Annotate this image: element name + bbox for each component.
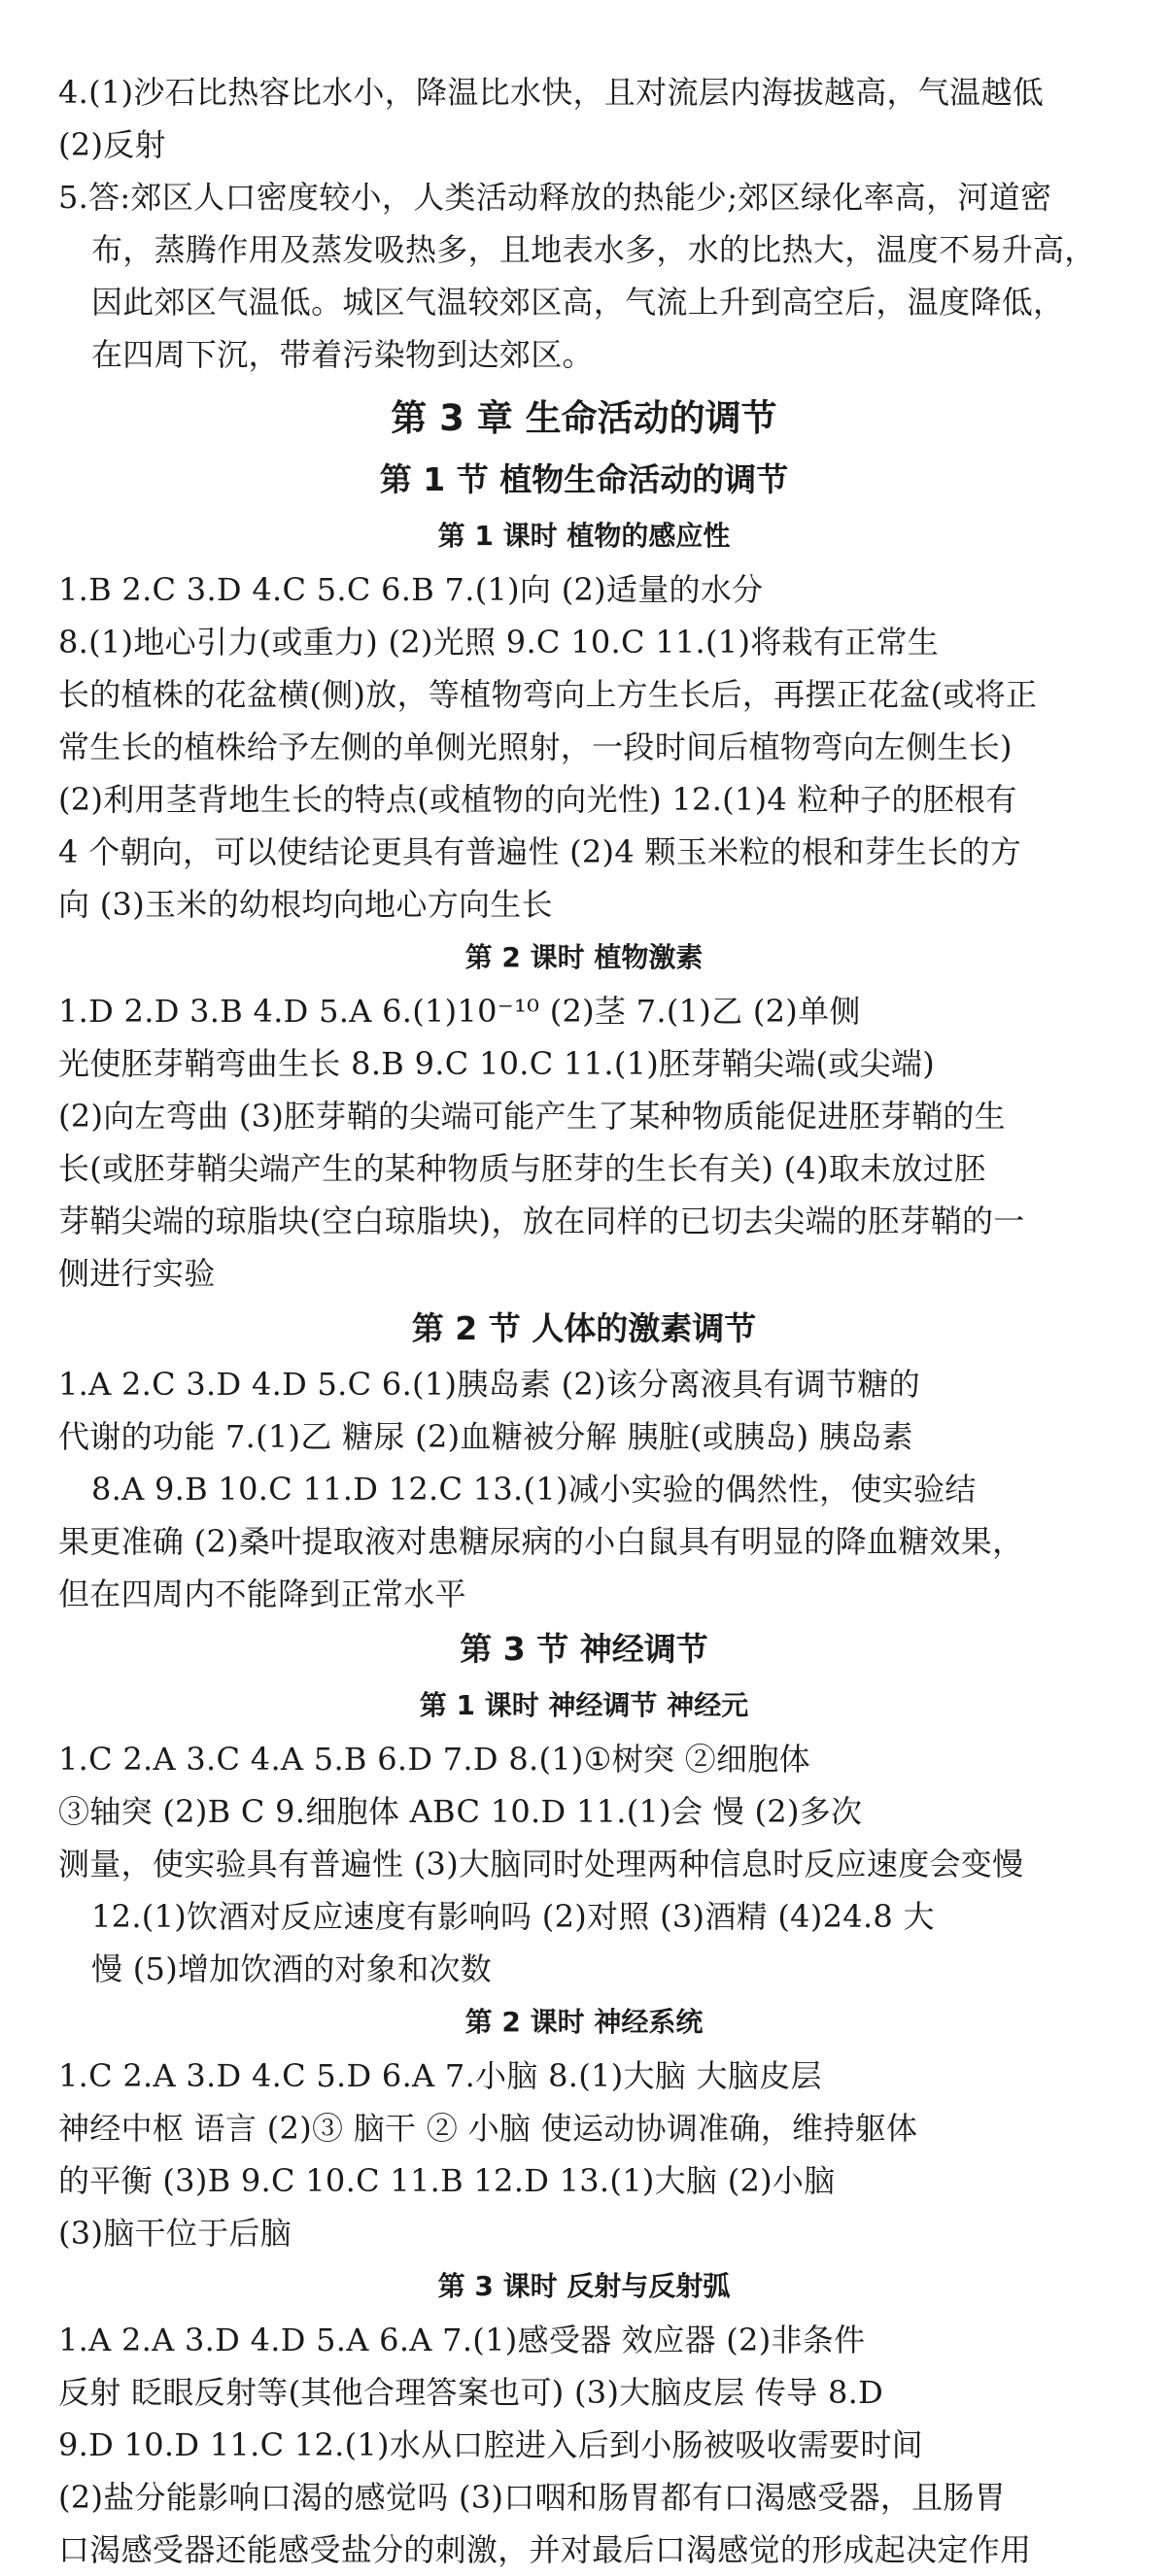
answer-line: (2)向左弯曲 (3)胚芽鞘的尖端可能产生了某种物质能促进胚芽鞘的生: [58, 1098, 1007, 1135]
answer-line: 在四周下沉，带着污染物到达郊区。: [91, 336, 594, 373]
answer-line: 1.A 2.C 3.D 4.D 5.C 6.(1)胰岛素 (2)该分离液具有调节糖的: [58, 1366, 920, 1403]
section-title: 第 1 节 植物生命活动的调节: [379, 460, 789, 498]
answer-line: 5.答:郊区人口密度较小，人类活动释放的热能少;郊区绿化率高，河道密: [58, 179, 1052, 216]
lesson-title: 第 2 课时 植物激素: [464, 941, 704, 973]
lesson-title: 第 1 课时 植物的感应性: [437, 520, 731, 552]
answer-line: 4.(1)沙石比热容比水小，降温比水快，且对流层内海拔越高，气温越低: [58, 74, 1045, 111]
answer-line: 8.(1)地心引力(或重力) (2)光照 9.C 10.C 11.(1)将栽有正常生: [58, 624, 940, 661]
chapter-title: 第 3 章 生命活动的调节: [391, 397, 777, 439]
answer-line: 但在四周内不能降到正常水平: [58, 1576, 466, 1612]
answer-line: 长(或胚芽鞘尖端产生的某种物质与胚芽的生长有关) (4)取未放过胚: [58, 1150, 986, 1187]
answer-line: 1.C 2.A 3.D 4.C 5.D 6.A 7.小脑 8.(1)大脑 大脑皮层: [58, 2057, 822, 2094]
answer-line: 的平衡 (3)B 9.C 10.C 11.B 12.D 13.(1)大脑 (2)小脑: [58, 2162, 836, 2199]
lesson-title: 第 3 课时 反射与反射弧: [437, 2270, 731, 2302]
answer-line: 4 个朝向，可以使结论更具有普遍性 (2)4 颗玉米粒的根和芽生长的方: [58, 833, 1022, 870]
answer-line: 1.C 2.A 3.C 4.A 5.B 6.D 7.D 8.(1)①树突 ②细胞体: [58, 1741, 810, 1778]
answer-line: 果更准确 (2)桑叶提取液对患糖尿病的小白鼠具有明显的降血糖效果，: [58, 1523, 1024, 1560]
answer-line: 长的植株的花盆横(侧)放，等植物弯向上方生长后，再摆正花盆(或将正: [58, 676, 1038, 713]
answer-line: 测量，使实验具有普遍性 (3)大脑同时处理两种信息时反应速度会变慢: [58, 1846, 1024, 1882]
answer-line: (2)利用茎背地生长的特点(或植物的向光性) 12.(1)4 粒种子的胚根有: [58, 781, 1017, 818]
section-title: 第 3 节 神经调节: [460, 1630, 708, 1668]
answer-line: 慢 (5)增加饮酒的对象和次数: [91, 1950, 493, 1987]
answer-line: (2)反射: [58, 126, 166, 163]
lesson-title: 第 2 课时 神经系统: [464, 2006, 704, 2038]
section-title: 第 2 节 人体的激素调节: [411, 1309, 757, 1347]
answer-line: (2)盐分能影响口渴的感觉吗 (3)口咽和肠胃都有口渴感受器，且肠胃: [58, 2479, 1007, 2516]
answer-line: 芽鞘尖端的琼脂块(空白琼脂块)，放在同样的已切去尖端的胚芽鞘的一: [58, 1203, 1025, 1239]
answer-line: 向 (3)玉米的幼根均向地心方向生长: [58, 886, 553, 923]
answer-line: 1.D 2.D 3.B 4.D 5.A 6.(1)10⁻¹⁰ (2)茎 7.(1)乙 (2)单侧: [58, 993, 861, 1030]
answer-line: 侧进行实验: [58, 1255, 216, 1292]
answer-line: 9.D 10.D 11.C 12.(1)水从口腔进入后到小肠被吸收需要时间: [58, 2426, 923, 2463]
answer-line: 常生长的植株给予左侧的单侧光照射，一段时间后植物弯向左侧生长): [58, 729, 1013, 765]
answer-line: 口渴感受器还能感受盐分的刺激，并对最后口渴感觉的形成起决定作用: [58, 2531, 1032, 2568]
answer-line: ③轴突 (2)B C 9.细胞体 ABC 10.D 11.(1)会 慢 (2)多次: [58, 1793, 863, 1830]
answer-line: 因此郊区气温低。城区气温较郊区高，气流上升到高空后，温度降低，: [91, 284, 1065, 321]
answer-line: 代谢的功能 7.(1)乙 糖尿 (2)血糖被分解 胰脏(或胰岛) 胰岛素: [58, 1418, 913, 1455]
answer-line: 1.B 2.C 3.D 4.C 5.C 6.B 7.(1)向 (2)适量的水分: [58, 571, 764, 608]
answer-line: 神经中枢 语言 (2)③ 脑干 ② 小脑 使运动协调准确，维持躯体: [58, 2110, 918, 2147]
answer-line: (3)脑干位于后脑: [58, 2215, 292, 2252]
answer-line: 反射 眨眼反射等(其他合理答案也可) (3)大脑皮层 传导 8.D: [58, 2374, 884, 2411]
answer-line: 1.A 2.A 3.D 4.D 5.A 6.A 7.(1)感受器 效应器 (2)非条件: [58, 2322, 866, 2358]
answer-line: 布，蒸腾作用及蒸发吸热多，且地表水多，水的比热大，温度不易升高，: [91, 231, 1096, 268]
answer-line: 12.(1)饮酒对反应速度有影响吗 (2)对照 (3)酒精 (4)24.8 大: [91, 1898, 935, 1935]
lesson-title: 第 1 课时 神经调节 神经元: [419, 1689, 749, 1721]
answer-line: 8.A 9.B 10.C 11.D 12.C 13.(1)减小实验的偶然性，使实验结: [91, 1471, 977, 1508]
answer-line: 光使胚芽鞘弯曲生长 8.B 9.C 10.C 11.(1)胚芽鞘尖端(或尖端): [58, 1045, 936, 1082]
